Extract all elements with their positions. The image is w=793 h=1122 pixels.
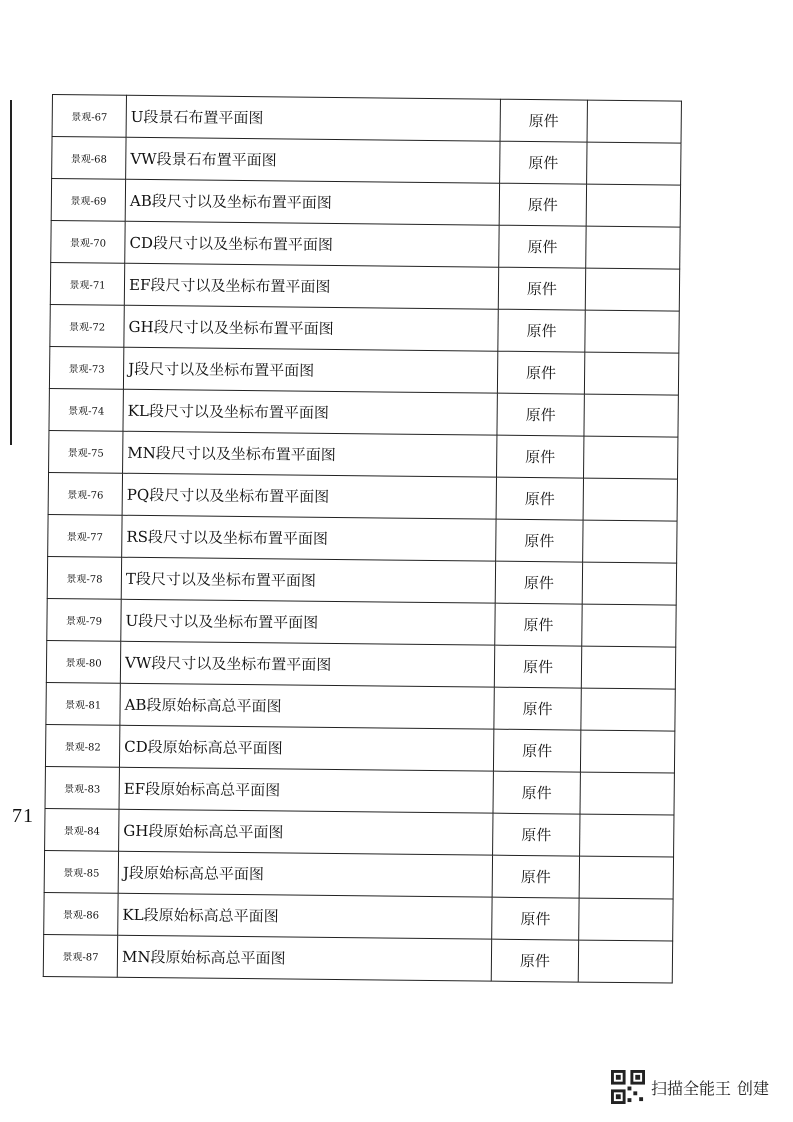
drawing-code-cell: 景观-86 — [44, 892, 118, 935]
drawing-code-cell: 景观-69 — [51, 179, 125, 222]
drawing-title-cell: EF段原始标高总平面图 — [119, 767, 494, 813]
note-cell — [578, 940, 673, 983]
note-cell — [585, 226, 680, 269]
drawing-title-cell: U段尺寸以及坐标布置平面图 — [121, 599, 496, 645]
drawing-title-cell: RS段尺寸以及坐标布置平面图 — [122, 515, 497, 561]
drawing-code-cell: 景观-74 — [49, 388, 123, 431]
drawing-title-cell: J段原始标高总平面图 — [118, 851, 493, 897]
note-cell — [584, 394, 679, 437]
table-row — [46, 682, 675, 731]
note-cell — [578, 898, 673, 941]
document-status-cell: 原件 — [495, 603, 582, 646]
table-row — [47, 598, 676, 647]
note-cell — [583, 436, 678, 479]
drawing-title-cell: T段尺寸以及坐标布置平面图 — [121, 557, 496, 603]
drawing-code-cell: 景观-77 — [48, 514, 122, 557]
note-cell — [579, 856, 674, 899]
table-row — [47, 556, 676, 605]
note-cell — [582, 562, 677, 605]
document-status-cell: 原件 — [497, 393, 584, 436]
table-body — [43, 95, 681, 984]
document-status-cell: 原件 — [493, 813, 580, 856]
note-cell — [586, 184, 681, 227]
note-cell — [579, 814, 674, 857]
drawing-title-cell: KL段原始标高总平面图 — [118, 893, 493, 939]
drawing-code-cell: 景观-67 — [52, 95, 126, 138]
drawing-code-cell: 景观-87 — [43, 934, 117, 977]
drawing-code-cell: 景观-79 — [47, 598, 121, 641]
note-cell — [586, 142, 681, 185]
drawing-code-cell: 景观-70 — [51, 220, 125, 263]
drawing-title-cell: MN段尺寸以及坐标布置平面图 — [123, 431, 498, 477]
scanner-action-text: 创建 — [736, 1078, 769, 1098]
document-status-cell: 原件 — [499, 267, 586, 310]
drawing-list-table — [43, 94, 682, 984]
left-margin-rule — [10, 100, 12, 445]
table-row — [50, 262, 679, 311]
note-cell — [581, 646, 676, 689]
note-cell — [585, 268, 680, 311]
scanner-app-name: 扫描全能王 — [650, 1078, 731, 1098]
document-status-cell: 原件 — [498, 309, 585, 352]
note-cell — [584, 352, 679, 395]
drawing-code-cell: 景观-85 — [44, 850, 118, 893]
table-row — [48, 472, 677, 521]
document-status-cell: 原件 — [493, 771, 580, 814]
scanner-watermark — [611, 1070, 769, 1104]
note-cell — [587, 100, 682, 143]
note-cell — [581, 604, 676, 647]
drawing-title-cell: GH段原始标高总平面图 — [119, 809, 494, 855]
table-row — [45, 724, 674, 773]
drawing-code-cell: 景观-83 — [45, 766, 119, 809]
note-cell — [580, 772, 675, 815]
drawing-code-cell: 景观-72 — [50, 304, 124, 347]
document-status-cell: 原件 — [496, 519, 583, 562]
table-row — [49, 430, 678, 479]
table-row — [46, 640, 675, 689]
note-cell — [584, 310, 679, 353]
drawing-code-cell: 景观-78 — [47, 556, 121, 599]
drawing-code-cell: 景观-82 — [45, 724, 119, 767]
drawing-title-cell: AB段原始标高总平面图 — [120, 683, 495, 729]
table-row — [51, 220, 680, 269]
drawing-title-cell: VW段尺寸以及坐标布置平面图 — [120, 641, 495, 687]
document-status-cell: 原件 — [500, 141, 587, 184]
drawing-title-cell: EF段尺寸以及坐标布置平面图 — [124, 263, 499, 309]
drawing-code-cell: 景观-73 — [49, 346, 123, 389]
drawing-title-cell: AB段尺寸以及坐标布置平面图 — [125, 179, 500, 225]
drawing-code-cell: 景观-68 — [52, 137, 126, 180]
table-row — [51, 179, 680, 228]
drawing-title-cell: CD段尺寸以及坐标布置平面图 — [125, 221, 500, 267]
note-cell — [582, 520, 677, 563]
drawing-code-cell: 景观-80 — [46, 640, 120, 683]
drawing-code-cell: 景观-75 — [49, 430, 123, 473]
table-row — [48, 514, 677, 563]
drawing-code-cell: 景观-71 — [50, 262, 124, 305]
drawing-title-cell: VW段景石布置平面图 — [126, 137, 501, 183]
document-status-cell: 原件 — [495, 645, 582, 688]
drawing-title-cell: MN段原始标高总平面图 — [117, 935, 492, 981]
document-status-cell: 原件 — [494, 729, 581, 772]
document-status-cell: 原件 — [492, 897, 579, 940]
table-row — [43, 934, 672, 983]
document-status-cell: 原件 — [497, 435, 584, 478]
drawing-code-cell: 景观-81 — [46, 682, 120, 725]
note-cell — [583, 478, 678, 521]
note-cell — [580, 730, 675, 773]
drawing-title-cell: CD段原始标高总平面图 — [120, 725, 495, 771]
drawing-title-cell: PQ段尺寸以及坐标布置平面图 — [122, 473, 497, 519]
table-row — [52, 137, 681, 186]
document-status-cell: 原件 — [498, 351, 585, 394]
drawing-title-cell: KL段尺寸以及坐标布置平面图 — [123, 389, 498, 435]
table-row — [50, 304, 679, 353]
qr-code-icon — [611, 1070, 645, 1104]
document-status-cell: 原件 — [500, 99, 587, 142]
document-status-cell: 原件 — [493, 855, 580, 898]
table-row — [44, 892, 673, 941]
table-row — [52, 95, 681, 144]
drawing-code-cell: 景观-84 — [45, 808, 119, 851]
drawing-code-cell: 景观-76 — [48, 472, 122, 515]
table-row — [44, 850, 673, 899]
document-status-cell: 原件 — [499, 225, 586, 268]
note-cell — [580, 688, 675, 731]
drawing-title-cell: U段景石布置平面图 — [126, 95, 501, 141]
table-row — [49, 388, 678, 437]
document-status-cell: 原件 — [496, 477, 583, 520]
document-status-cell: 原件 — [494, 687, 581, 730]
drawing-title-cell: GH段尺寸以及坐标布置平面图 — [124, 305, 499, 351]
table-row — [45, 808, 674, 857]
drawing-title-cell: J段尺寸以及坐标布置平面图 — [123, 347, 498, 393]
document-status-cell: 原件 — [500, 183, 587, 226]
table-row — [45, 766, 674, 815]
document-status-cell: 原件 — [492, 939, 579, 982]
page-number: 71 — [12, 805, 34, 827]
table-row — [49, 346, 678, 395]
document-status-cell: 原件 — [496, 561, 583, 604]
